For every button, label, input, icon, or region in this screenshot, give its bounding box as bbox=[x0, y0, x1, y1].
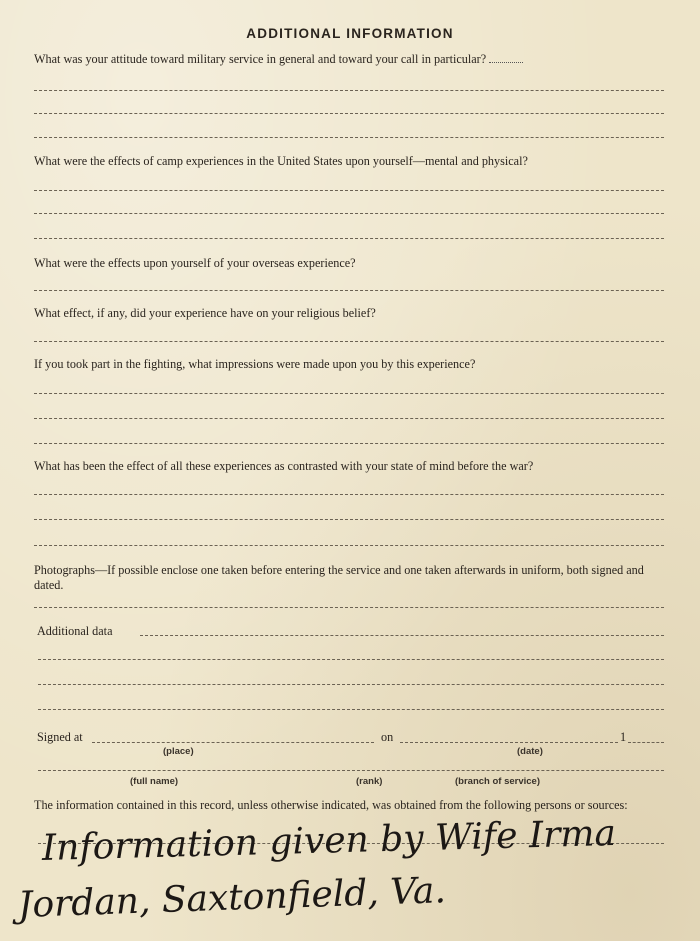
answer-line[interactable] bbox=[38, 709, 664, 710]
answer-line[interactable] bbox=[34, 213, 664, 214]
handwritten-source-line-1: Information given by Wife Irma bbox=[41, 812, 617, 869]
answer-line[interactable] bbox=[38, 659, 664, 660]
additional-data-line[interactable] bbox=[140, 635, 664, 636]
question-religious: What effect, if any, did your experience have on your religious belief? bbox=[34, 306, 376, 320]
place-caption: (place) bbox=[163, 746, 194, 757]
question-text: What was your attitude toward military service in general and toward your call in particular? bbox=[34, 52, 487, 66]
question-camp-effects: What were the effects of camp experiences in the United States upon yourself—mental and physical? bbox=[34, 154, 528, 168]
branch-caption: (branch of service) bbox=[455, 776, 540, 787]
handwritten-source-line-2: Jordan, Saxtonfield, Va. bbox=[17, 870, 447, 926]
answer-line[interactable] bbox=[34, 341, 664, 342]
year-prefix: 1 bbox=[620, 730, 627, 744]
rank-caption: (rank) bbox=[356, 776, 383, 787]
answer-line[interactable] bbox=[34, 545, 664, 546]
date-line[interactable] bbox=[400, 742, 618, 743]
signed-at-label: Signed at bbox=[37, 730, 83, 744]
answer-line[interactable] bbox=[34, 90, 664, 91]
answer-line[interactable] bbox=[34, 113, 664, 114]
additional-data-label: Additional data bbox=[37, 624, 113, 638]
date-caption: (date) bbox=[517, 746, 543, 757]
question-overseas: What were the effects upon yourself of your overseas experience? bbox=[34, 256, 356, 270]
answer-line[interactable] bbox=[34, 238, 664, 239]
signed-at-line[interactable] bbox=[92, 742, 374, 743]
question-state-of-mind: What has been the effect of all these experiences as contrasted with your state of mind before the war? bbox=[34, 459, 534, 473]
answer-line[interactable] bbox=[34, 519, 664, 520]
leader-dots bbox=[489, 62, 523, 63]
answer-line[interactable] bbox=[34, 190, 664, 191]
answer-line[interactable] bbox=[34, 443, 664, 444]
question-fighting: If you took part in the fighting, what impressions were made upon you by this experience? bbox=[34, 357, 476, 371]
sources-statement: The information contained in this record, unless otherwise indicated, was obtained from the following persons or sources: bbox=[34, 798, 628, 812]
answer-line[interactable] bbox=[34, 494, 664, 495]
on-label: on bbox=[381, 730, 394, 744]
answer-line[interactable] bbox=[34, 418, 664, 419]
name-rank-branch-line[interactable] bbox=[38, 770, 664, 771]
answer-line[interactable] bbox=[38, 684, 664, 685]
answer-line[interactable] bbox=[34, 393, 664, 394]
answer-line[interactable] bbox=[34, 137, 664, 138]
answer-line[interactable] bbox=[34, 607, 664, 608]
page-title: ADDITIONAL INFORMATION bbox=[246, 26, 454, 41]
answer-line[interactable] bbox=[34, 290, 664, 291]
full-name-caption: (full name) bbox=[130, 776, 179, 787]
question-attitude bbox=[34, 52, 674, 67]
year-line[interactable] bbox=[628, 742, 664, 743]
photographs-instruction: Photographs—If possible enclose one taken before entering the service and one taken afterwards in uniform, both signed and dated. bbox=[34, 563, 644, 592]
